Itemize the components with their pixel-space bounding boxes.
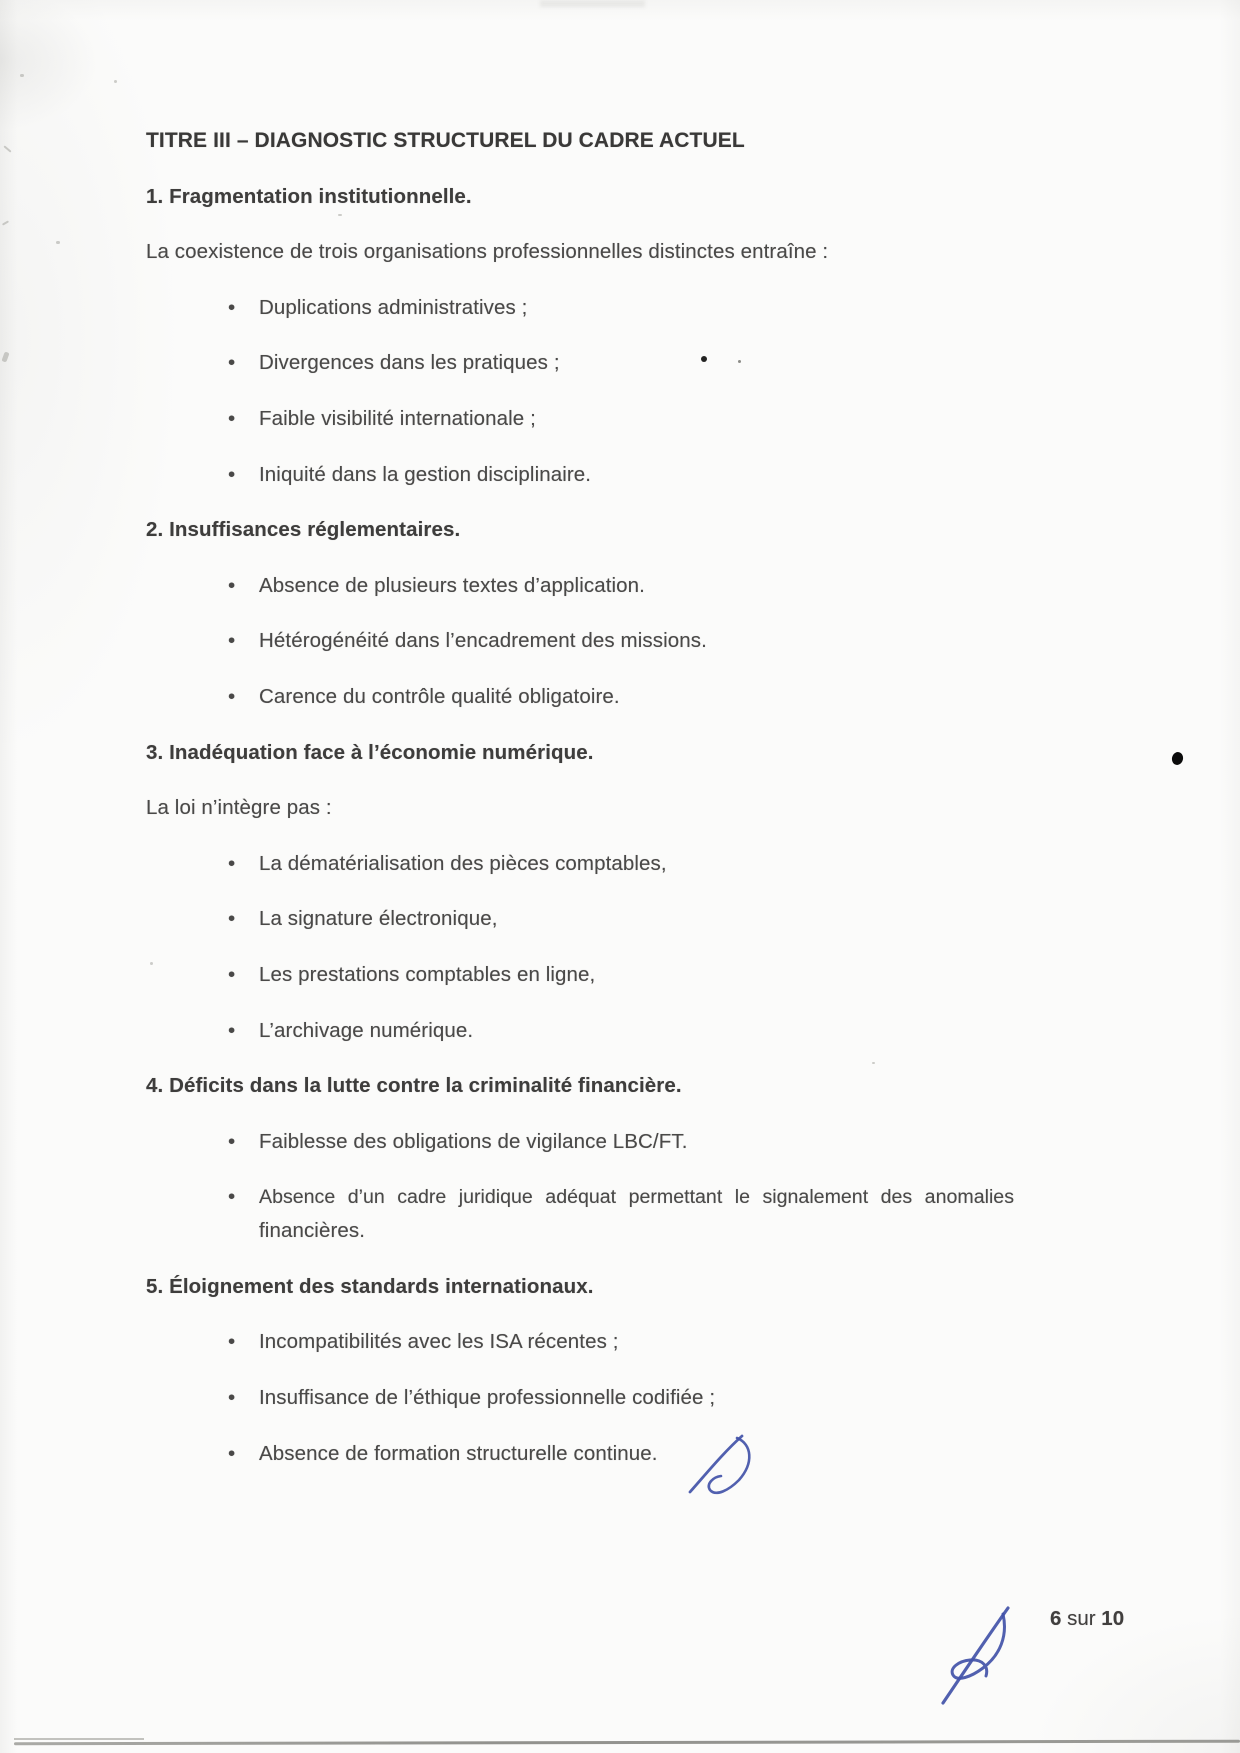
bullet-icon: • bbox=[228, 962, 236, 986]
list-item-line-1: Absence d’un cadre juridique adéquat permettant le signalement des anomalies bbox=[259, 1186, 1014, 1209]
section-1-intro: La coexistence de trois organisations professionnelles distinctes entraîne : bbox=[146, 240, 829, 264]
section-3-list bbox=[146, 847, 1014, 1048]
list-item-line-2: financières. bbox=[259, 1219, 366, 1243]
section-5-list bbox=[146, 1325, 1014, 1470]
scan-speck bbox=[1, 351, 9, 362]
list-item-text: L’archivage numérique. bbox=[259, 1018, 474, 1042]
bullet-icon: • bbox=[228, 351, 236, 375]
bullet-icon: • bbox=[228, 684, 236, 708]
section-1-heading: 1. Fragmentation institutionnelle. bbox=[146, 184, 472, 208]
scan-speck bbox=[338, 214, 342, 216]
list-item-text: Divergences dans les pratiques ; bbox=[259, 351, 560, 375]
list-item-text: La signature électronique, bbox=[259, 907, 498, 931]
section-4 bbox=[146, 1069, 1014, 1248]
list-item bbox=[146, 291, 1014, 325]
section-3-heading: 3. Inadéquation face à l’économie numérique. bbox=[146, 740, 594, 764]
bullet-icon: • bbox=[228, 1018, 236, 1042]
stray-ink-dot bbox=[738, 360, 741, 363]
page-number-separator: sur bbox=[1067, 1607, 1096, 1630]
list-item bbox=[146, 1437, 1014, 1471]
bullet-icon: • bbox=[228, 907, 236, 931]
list-item bbox=[146, 958, 1014, 992]
section-4-heading: 4. Déficits dans la lutte contre la criminalité financière. bbox=[146, 1074, 682, 1098]
bullet-icon: • bbox=[228, 1129, 236, 1153]
list-item bbox=[146, 1325, 1014, 1359]
handwritten-paraphe-icon bbox=[684, 1430, 756, 1506]
bullet-icon: • bbox=[228, 1185, 236, 1209]
scan-top-band bbox=[540, 0, 645, 7]
scan-speck bbox=[872, 1062, 875, 1064]
list-item bbox=[146, 402, 1014, 436]
scan-speck bbox=[3, 145, 11, 152]
scan-edge-line bbox=[14, 1738, 144, 1740]
bullet-icon: • bbox=[228, 1441, 236, 1465]
section-2-heading: 2. Insuffisances réglementaires. bbox=[146, 518, 461, 542]
ink-blot bbox=[1171, 751, 1185, 766]
list-item-text: Incompatibilités avec les ISA récentes ; bbox=[259, 1330, 619, 1354]
handwritten-initials-icon bbox=[928, 1592, 1023, 1710]
page-number-current: 6 bbox=[1050, 1607, 1062, 1630]
scan-speck bbox=[2, 220, 9, 225]
list-item-text: Hétérogénéité dans l’encadrement des missions. bbox=[259, 629, 707, 653]
bullet-icon: • bbox=[228, 406, 236, 430]
list-item bbox=[146, 902, 1014, 936]
list-item bbox=[146, 624, 1014, 658]
scan-speck bbox=[20, 74, 24, 77]
section-3-intro: La loi n’intègre pas : bbox=[146, 796, 332, 820]
scan-edge-line bbox=[14, 1740, 1240, 1746]
list-item-text: Absence de plusieurs textes d’application. bbox=[259, 573, 645, 597]
list-item-text: Les prestations comptables en ligne, bbox=[259, 962, 596, 986]
bullet-icon: • bbox=[228, 573, 236, 597]
list-item-text: Carence du contrôle qualité obligatoire. bbox=[259, 684, 620, 708]
section-1-list bbox=[146, 291, 1014, 492]
bullet-icon: • bbox=[228, 1330, 236, 1354]
document-title: TITRE III – DIAGNOSTIC STRUCTUREL DU CADRE ACTUEL bbox=[146, 129, 745, 152]
list-item bbox=[146, 1180, 1014, 1248]
section-2 bbox=[146, 513, 1014, 714]
section-5 bbox=[146, 1270, 1014, 1471]
list-item-text: Duplications administratives ; bbox=[259, 295, 528, 319]
list-item-text: Faiblesse des obligations de vigilance LBC/FT. bbox=[259, 1129, 688, 1153]
list-item-text: Faible visibilité internationale ; bbox=[259, 406, 536, 430]
bullet-icon: • bbox=[228, 629, 236, 653]
section-1 bbox=[146, 180, 1014, 492]
bullet-icon: • bbox=[228, 462, 236, 486]
page-number-total: 10 bbox=[1101, 1607, 1125, 1630]
page-number bbox=[1050, 1602, 1124, 1636]
list-item-text: Insuffisance de l’éthique professionnelle codifiée ; bbox=[259, 1386, 716, 1410]
list-item bbox=[146, 1381, 1014, 1415]
bullet-icon: • bbox=[228, 851, 236, 875]
section-5-heading: 5. Éloignement des standards internationaux. bbox=[146, 1274, 594, 1298]
list-item bbox=[146, 1014, 1014, 1048]
list-item-text: La dématérialisation des pièces comptables, bbox=[259, 851, 667, 875]
section-4-list bbox=[146, 1125, 1014, 1249]
list-item bbox=[146, 847, 1014, 881]
list-item-text: Absence de formation structurelle continue. bbox=[259, 1441, 658, 1465]
scan-speck bbox=[56, 241, 60, 244]
bullet-icon: • bbox=[228, 295, 236, 319]
list-item bbox=[146, 346, 1014, 380]
list-item bbox=[146, 1125, 1014, 1159]
section-3 bbox=[146, 736, 1014, 1048]
document-body bbox=[146, 124, 1014, 1492]
section-2-list bbox=[146, 569, 1014, 714]
scan-speck bbox=[150, 962, 153, 965]
list-item bbox=[146, 569, 1014, 603]
bullet-icon: • bbox=[228, 1386, 236, 1410]
list-item-text: Iniquité dans la gestion disciplinaire. bbox=[259, 462, 592, 486]
list-item bbox=[146, 680, 1014, 714]
scan-speck bbox=[114, 80, 117, 83]
list-item bbox=[146, 458, 1014, 492]
stray-ink-dot bbox=[701, 356, 707, 362]
